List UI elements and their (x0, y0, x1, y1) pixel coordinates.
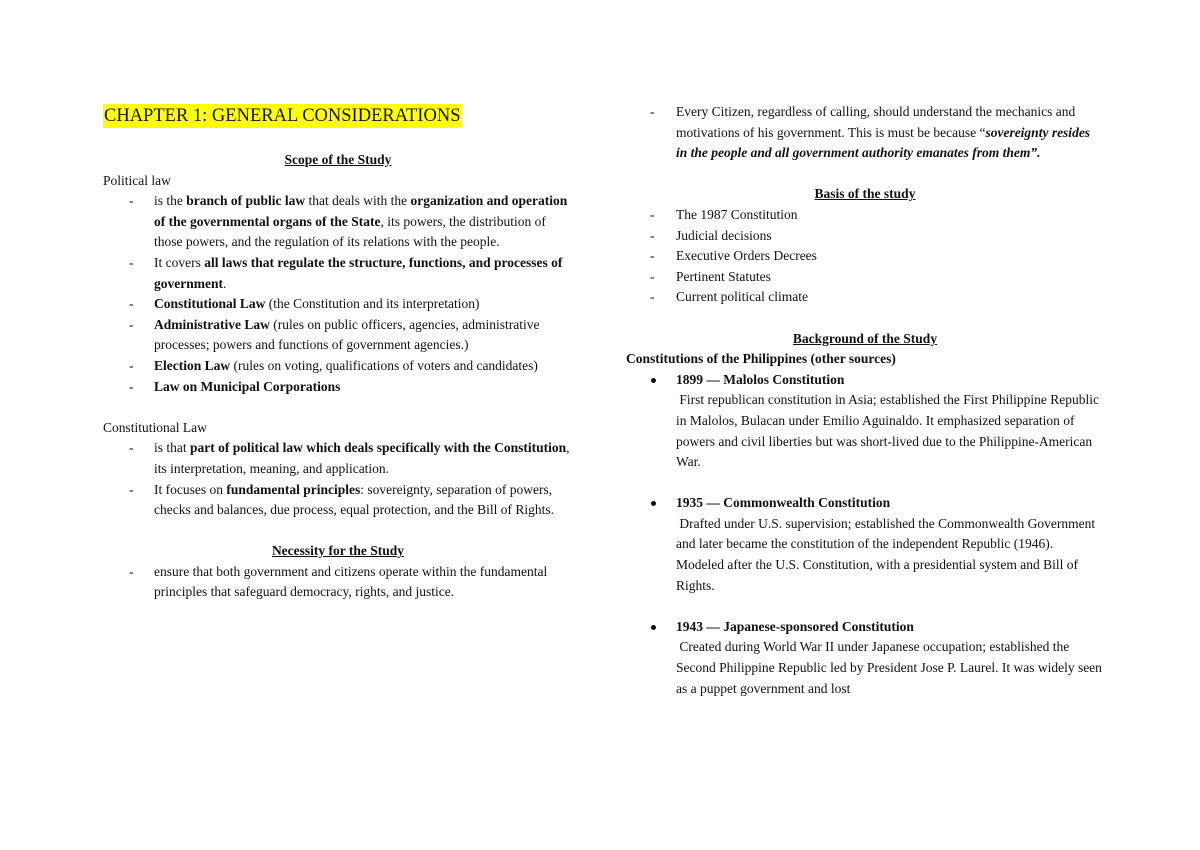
necessity-heading: Necessity for the Study (271, 543, 405, 559)
bullet-icon (651, 378, 656, 383)
bullet-icon (651, 625, 656, 630)
constitutional-law-label: Constitutional Law (103, 419, 207, 435)
constitution-item (626, 370, 1104, 473)
list-item: - Constitutional Law (the Constitution and its interpretation) (103, 294, 573, 315)
constitution-title: 1935 — Commonwealth Constitution (676, 495, 891, 511)
basis-heading: Basis of the study (814, 186, 916, 202)
list-item: - Every Citizen, regardless of calling, should understand the mechanics and motivations of his government. This is must be because “sovereignty resides in the people and all government authority emanates from them”. (626, 102, 1104, 164)
scope-section (103, 150, 573, 603)
constitution-item (626, 617, 1104, 699)
list-item: - The 1987 Constitution (626, 205, 1104, 226)
citizen-list (626, 102, 1104, 164)
constitutional-law-list (103, 438, 573, 520)
right-column-content (626, 102, 1104, 699)
list-item: - ensure that both government and citizens operate within the fundamental principles that safeguard democracy, rights, and justice. (103, 562, 573, 603)
list-item: - Election Law (rules on voting, qualifications of voters and candidates) (103, 356, 573, 377)
list-item: - is the branch of public law that deals with the organization and operation of the governmental organs of the State, its powers, the distribution of those powers, and the regulation of its relations with the people. (103, 191, 573, 253)
list-item: - Judicial decisions (626, 226, 1104, 247)
scope-heading: Scope of the Study (284, 152, 392, 167)
constitutions-list (626, 370, 1104, 700)
constitution-title: 1899 — Malolos Constitution (676, 371, 845, 387)
constitution-item (626, 493, 1104, 596)
list-item: - It focuses on fundamental principles: sovereignty, separation of powers, checks and balances, due process, equal protection, and the Bill of Rights. (103, 480, 573, 521)
list-item: - is that part of political law which deals specifically with the Constitution, its interpretation, meaning, and application. (103, 438, 573, 479)
constitution-desc: First republican constitution in Asia; established the First Philippine Republic in Malolos, Bulacan under Emilio Aguinaldo. It emphasized separation of powers and civil liberties but was short-lived due to the Philippine-American War. (676, 392, 1099, 470)
necessity-list (103, 562, 573, 603)
political-law-list (103, 191, 573, 397)
list-item: - Executive Orders Decrees (626, 246, 1104, 267)
background-subheading: Constitutions of the Philippines (other sources) (626, 351, 896, 367)
bullet-icon (651, 501, 656, 506)
list-item: - Administrative Law (rules on public officers, agencies, administrative processes; powers and functions of government agencies.) (103, 315, 573, 356)
list-item: - Current political climate (626, 287, 1104, 308)
constitution-desc: Drafted under U.S. supervision; established the Commonwealth Government and later became the constitution of the independent Republic (1946). Modeled after the U.S. Constitution, with a presidential system and Bill of Rights. (676, 515, 1096, 593)
constitution-title: 1943 — Japanese-sponsored Constitution (676, 618, 914, 634)
chapter-title: CHAPTER 1: GENERAL CONSIDERATIONS (104, 106, 461, 126)
political-law-label: Political law (103, 172, 171, 188)
constitution-desc: Created during World War II under Japanese occupation; established the Second Philippine Republic led by President Jose P. Laurel. It was widely seen as a puppet government and lost (676, 639, 1102, 696)
background-heading: Background of the Study (792, 330, 938, 346)
list-item: - Law on Municipal Corporations (103, 377, 573, 398)
list-item: - Pertinent Statutes (626, 267, 1104, 288)
basis-list (626, 205, 1104, 308)
list-item: - It covers all laws that regulate the structure, functions, and processes of government. (103, 253, 573, 294)
